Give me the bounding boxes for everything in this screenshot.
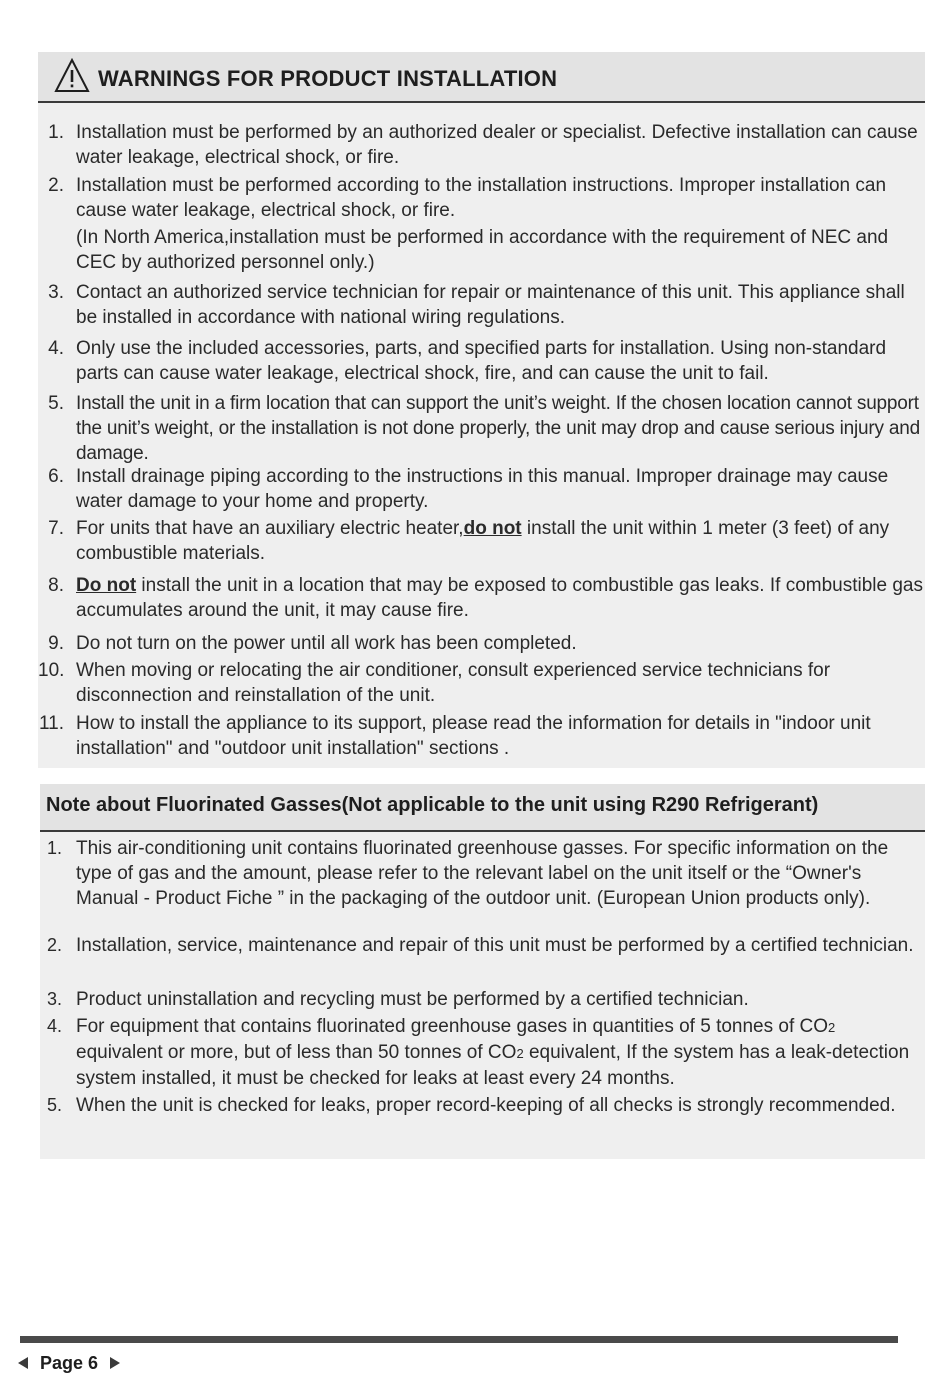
item-number: 8. bbox=[48, 575, 64, 596]
item-text: Install the unit in a firm location that can support the unit’s weight. If the chosen location cannot support the unit’s weight, or the installation is not done properly, the unit may drop and cause serious injury and damage. bbox=[76, 393, 920, 464]
item-text: Contact an authorized service technician for repair or maintenance of this unit. This appliance shall be installed in accordance with national wiring regulations. bbox=[76, 282, 905, 328]
warnings-section bbox=[38, 52, 925, 768]
item-number: 1. bbox=[46, 838, 62, 858]
item-text bbox=[76, 173, 923, 275]
item-number: 2. bbox=[46, 935, 62, 955]
item-text-pre: For units that have an auxiliary electric heater, bbox=[76, 518, 464, 539]
item-text bbox=[76, 1014, 923, 1091]
item-number: 5. bbox=[46, 1095, 62, 1115]
item-text: Only use the included accessories, parts, and specified parts for installation. Using non-standard parts can cause water leakage, electrical shock, fire, and can cause the unit to fail. bbox=[76, 338, 887, 384]
item-text: How to install the appliance to its support, please read the information for details in "indoor unit installation" and "outdoor unit installation" sections . bbox=[76, 713, 871, 759]
item-text bbox=[76, 516, 923, 566]
item-number: 4. bbox=[46, 1016, 62, 1036]
warning-triangle-icon bbox=[54, 58, 90, 94]
item-number: 2. bbox=[48, 175, 64, 196]
triangle-left-icon[interactable] bbox=[18, 1357, 28, 1369]
warnings-header bbox=[38, 52, 925, 103]
warnings-title: WARNINGS FOR PRODUCT INSTALLATION bbox=[98, 66, 558, 91]
item-text bbox=[76, 573, 923, 623]
co2-subscript: 2 bbox=[516, 1046, 524, 1061]
fluorinated-gases-section bbox=[40, 784, 925, 1159]
item-text: This air-conditioning unit contains fluorinated greenhouse gasses. For specific information on the type of gas and the amount, please refer to the relevant label on the unit itself or the “Owner's Manual - Product Fiche ” in the packaging of the outdoor unit. (European Union products only). bbox=[76, 838, 889, 909]
item-text-post: install the unit in a location that may be exposed to combustible gas leaks. If combustible gas accumulates around the unit, it may cause fire. bbox=[76, 575, 923, 621]
item-number: 9. bbox=[48, 633, 64, 654]
item-main-text: Installation must be performed according to the installation instructions. Improper installation can cause water leakage, electrical shock, or fire. bbox=[76, 175, 887, 221]
item-text-part-b: equivalent or more, but of less than 50 tonnes of CO bbox=[76, 1042, 517, 1063]
item-text: Product uninstallation and recycling must be performed by a certified technician. bbox=[76, 989, 749, 1010]
item-number: 3. bbox=[48, 282, 64, 303]
item-sub-text: (In North America,installation must be performed in accordance with the requirement of NEC and CEC by authorized personnel only.) bbox=[76, 227, 889, 273]
page-navigation bbox=[18, 1351, 120, 1375]
item-number: 11. bbox=[38, 713, 64, 734]
co2-subscript: 2 bbox=[828, 1020, 836, 1035]
item-text: Installation, service, maintenance and repair of this unit must be performed by a certified technician. bbox=[76, 935, 914, 956]
item-number: 6. bbox=[48, 466, 64, 487]
item-number: 10. bbox=[38, 660, 65, 681]
item-text-part-c: equivalent, If the system has a leak-detection system installed, it must be checked for leaks at least every 24 months. bbox=[76, 1042, 910, 1089]
item-text: Do not turn on the power until all work has been completed. bbox=[76, 633, 577, 654]
item-text-part-a: For equipment that contains fluorinated greenhouse gases in quantities of 5 tonnes of CO bbox=[76, 1016, 829, 1037]
do-not-emphasis: do not bbox=[463, 518, 522, 539]
item-text: When the unit is checked for leaks, proper record-keeping of all checks is strongly recommended. bbox=[76, 1095, 896, 1116]
item-number: 1. bbox=[48, 122, 64, 143]
page-number: Page 6 bbox=[40, 1352, 99, 1373]
item-text: Install drainage piping according to the instructions in this manual. Improper drainage may cause water damage to your home and property. bbox=[76, 466, 889, 512]
do-not-emphasis: Do not bbox=[76, 575, 137, 596]
triangle-right-icon[interactable] bbox=[110, 1357, 120, 1369]
item-text: Installation must be performed by an authorized dealer or specialist. Defective installation can cause water leakage, electrical shock, or fire. bbox=[76, 122, 918, 168]
fluorinated-title: Note about Fluorinated Gasses(Not applicable to the unit using R290 Refrigerant) bbox=[46, 794, 819, 816]
item-text: When moving or relocating the air conditioner, consult experienced service technicians for disconnection and reinstallation of the unit. bbox=[76, 660, 831, 706]
item-text-post: install the unit within 1 meter (3 feet) of any combustible materials. bbox=[76, 518, 890, 564]
item-number: 7. bbox=[48, 518, 64, 539]
item-number: 5. bbox=[48, 393, 64, 414]
item-number: 4. bbox=[48, 338, 64, 359]
item-number: 3. bbox=[46, 989, 62, 1009]
footer-rule bbox=[20, 1336, 898, 1343]
fluorinated-header bbox=[40, 784, 925, 832]
